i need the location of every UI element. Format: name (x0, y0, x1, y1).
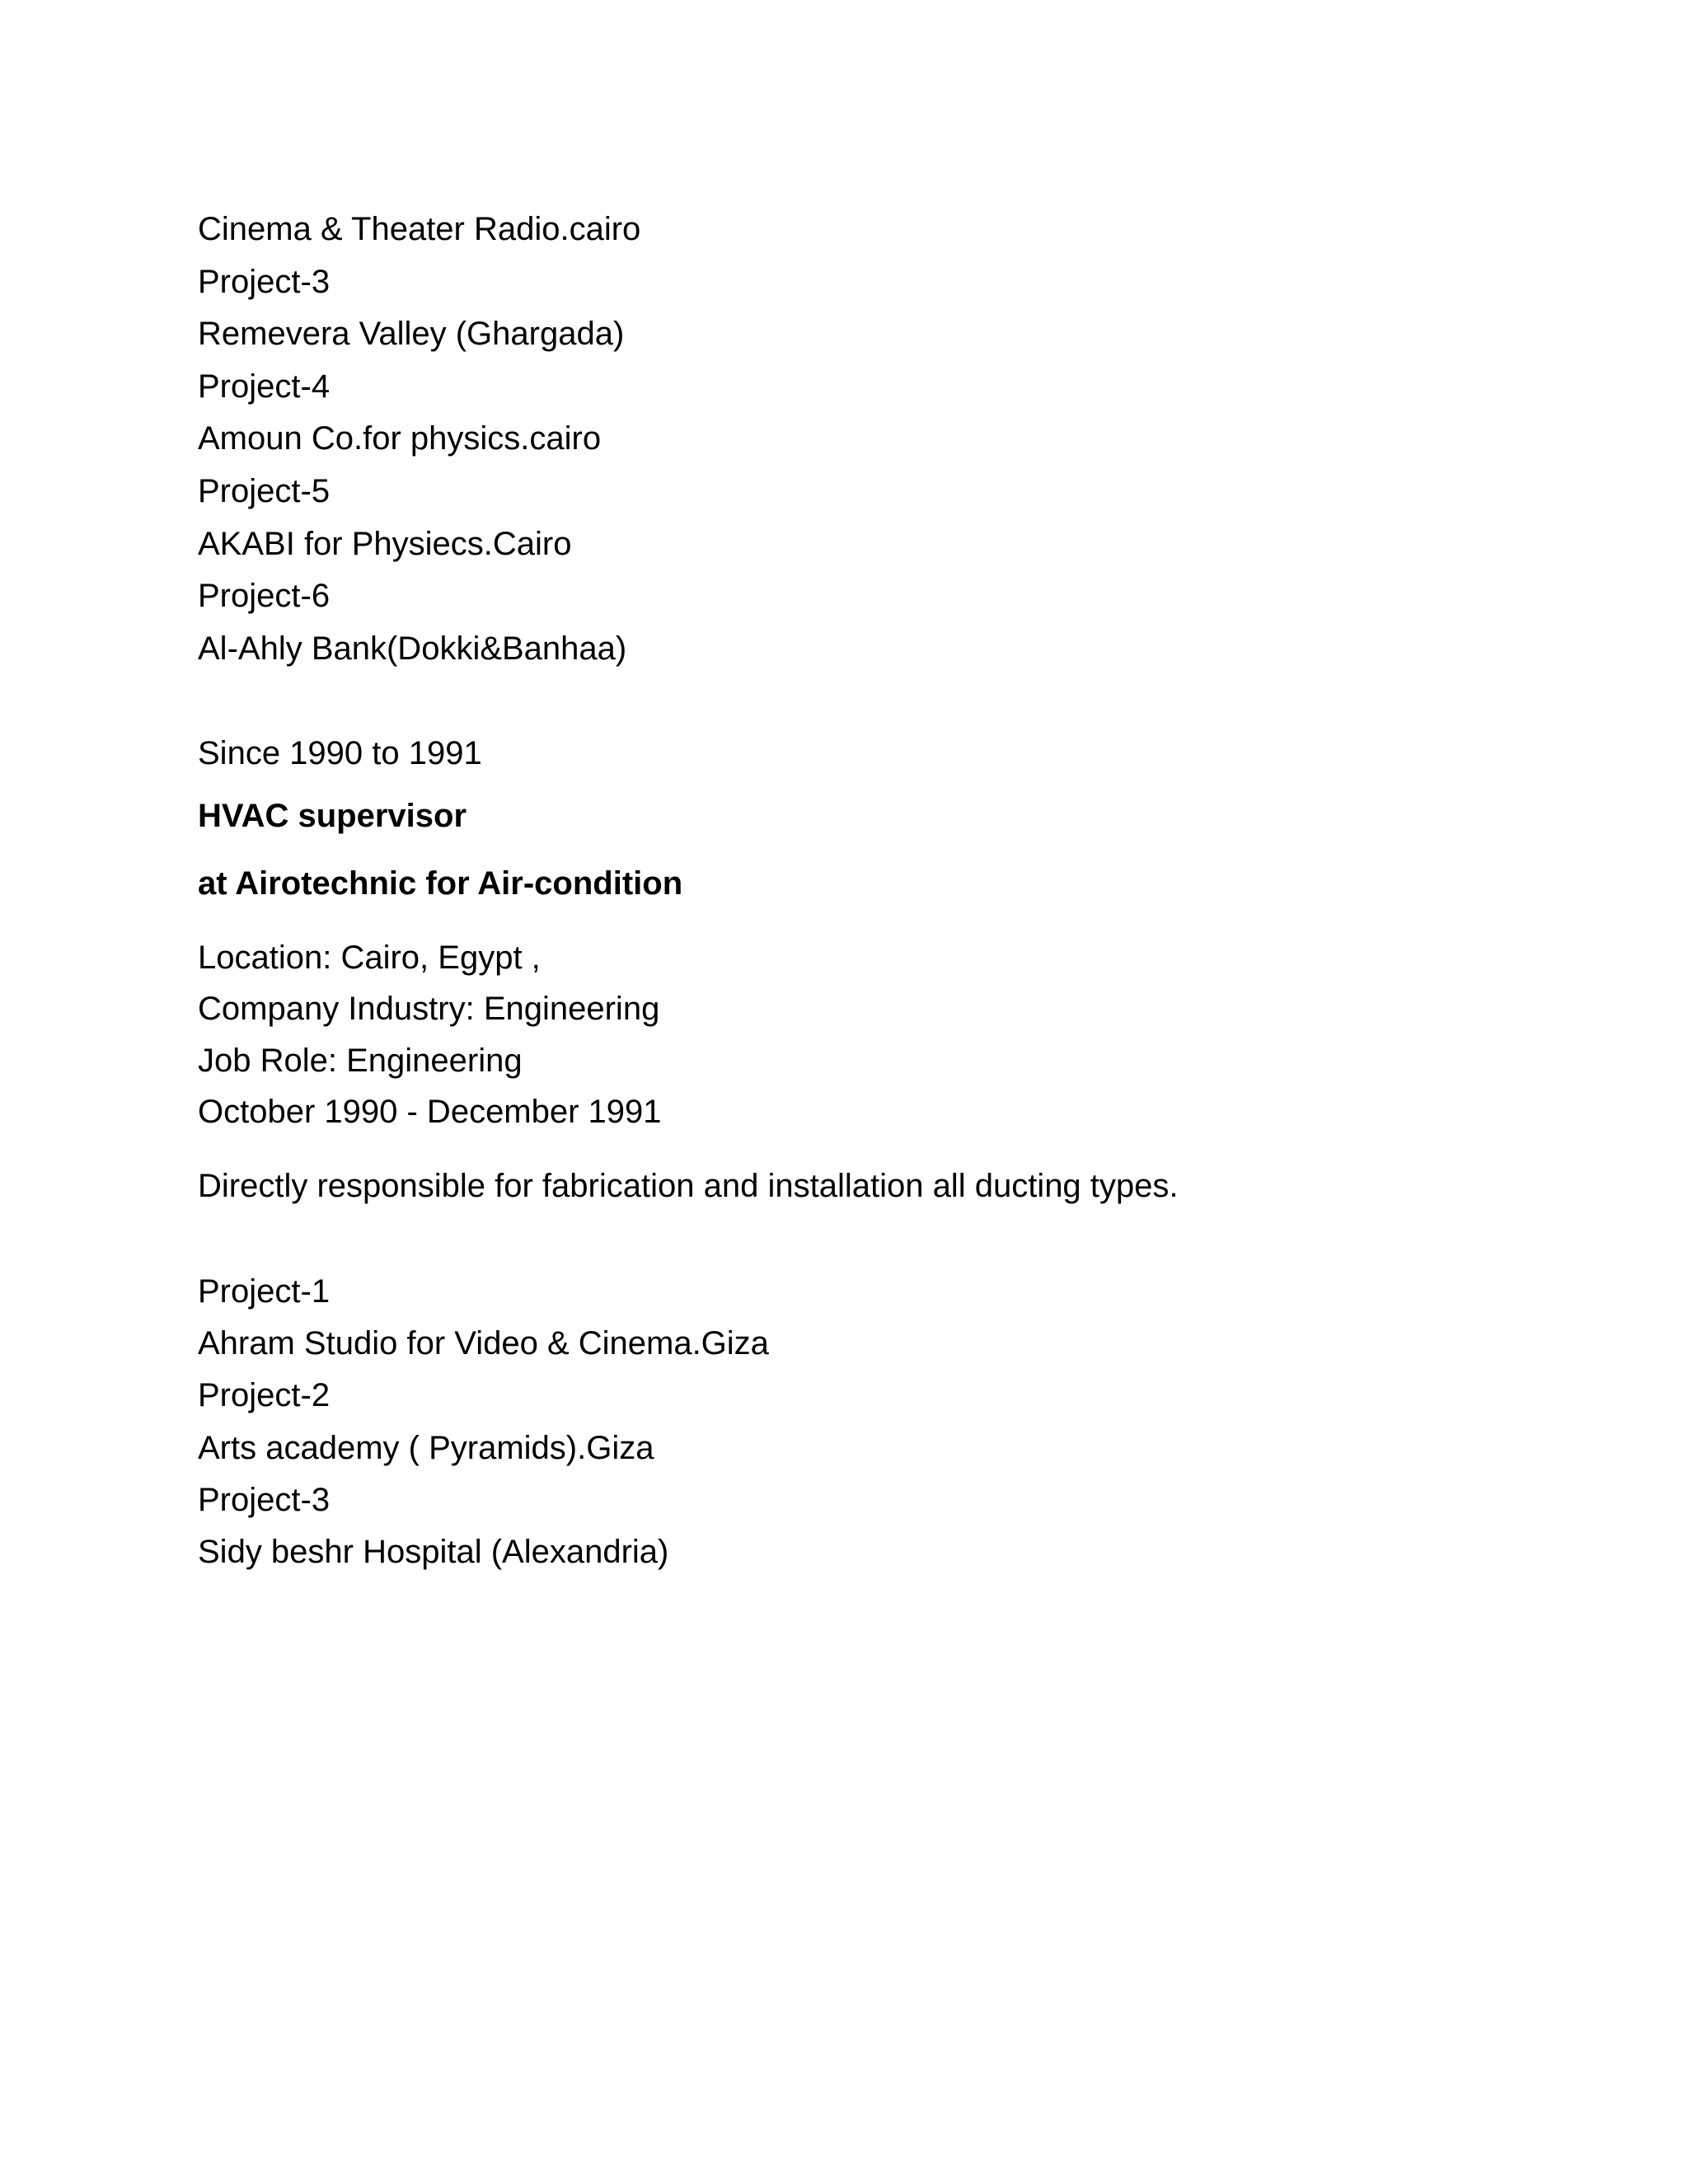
employment-dates: October 1990 - December 1991 (198, 1094, 662, 1130)
company-name: at Airotechnic for Air-condition (198, 865, 683, 902)
job-description: Directly responsible for fabrication and installation all ducting types. (198, 1168, 1179, 1204)
job-title: HVAC supervisor (198, 798, 467, 834)
project-name: Arts academy ( Pyramids).Giza (198, 1430, 654, 1466)
project-label: Project-3 (198, 1482, 331, 1518)
company-industry: Company Industry: Engineering (198, 991, 660, 1027)
employment-period: Since 1990 to 1991 (198, 735, 482, 771)
project-label: Project-6 (198, 578, 331, 614)
location: Location: Cairo, Egypt , (198, 940, 541, 976)
project-name: Remevera Valley (Ghargada) (198, 316, 625, 352)
project-name: Ahram Studio for Video & Cinema.Giza (198, 1325, 769, 1361)
project-label: Project-1 (198, 1273, 331, 1310)
project-name: Amoun Co.for physics.cairo (198, 420, 602, 457)
project-name: Sidy beshr Hospital (Alexandria) (198, 1534, 669, 1570)
project-label: Project-2 (198, 1377, 331, 1413)
project-name: AKABI for Physiecs.Cairo (198, 526, 572, 562)
project-name: Al-Ahly Bank(Dokki&Banhaa) (198, 630, 627, 667)
project-name: Cinema & Theater Radio.cairo (198, 211, 641, 247)
project-label: Project-4 (198, 368, 331, 405)
job-role: Job Role: Engineering (198, 1043, 523, 1079)
project-label: Project-5 (198, 473, 331, 509)
project-label: Project-3 (198, 264, 331, 300)
